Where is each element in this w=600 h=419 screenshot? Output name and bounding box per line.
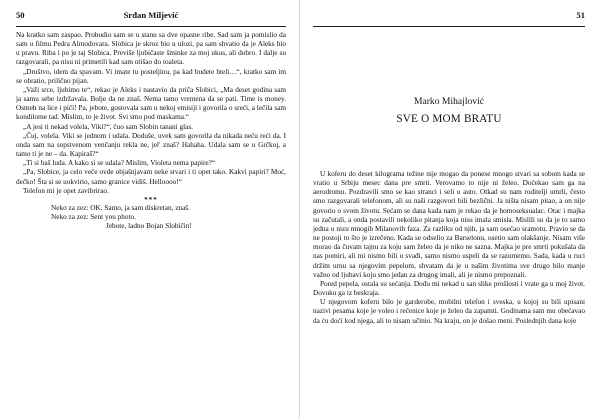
- running-title: Srđan Miljević: [123, 10, 179, 20]
- paragraph: Na kratko sam zaspao. Probudio sam se u stanu sa dve opasne ribe. Sad sam ja pomislio da sam u filmu Pedra Almodovara. Slobica je skroz bio u ulozi, pa sam shvatio da je Aleks bio u pravu. Riba i po je taj Slobica. Previše ljubičaste šminke za moj ukus, ali dobro. I dalje su razgovarali, pa nisu ni primetili kad sam otišao do toaleta.: [16, 31, 286, 67]
- section-separator: ***: [144, 195, 158, 204]
- sms-line: Neko za zez: Sent you photo.: [51, 212, 136, 221]
- right-header-rule: [313, 26, 585, 27]
- paragraph: „A jesi ti nekad volela, Viki?“, čuo sam Slobin tanani glas.: [23, 122, 193, 131]
- left-page-header: [16, 10, 286, 24]
- signoff-line: Jebote, ladno Bojan Slobičin!: [106, 222, 192, 231]
- right-page-body: [313, 170, 585, 326]
- paragraph: „Važi srce, ljubimo te“, rekao je Aleks i nastavio da priča Slobici, „Ma deset godina sam ja samu sebe izdržavala. Bolje da ne znaš. Nema tamo vremena da se pati. Time is money. Osmeh na lice i piči! Pa, jebote, gostovala sam u nekoj emisiji i govorila o sreći, a lečila sam kondilome tad. Mislim, to je život. Svi smo pod maskama.“: [16, 85, 286, 122]
- sms-line: Neko za zez: OK. Samo, ja sam diskretan, znaš.: [51, 203, 190, 212]
- paragraph: „Čuj, volela. Viki se jednom i udala. Doduše, uvek sam govorila da nikada neću reći da. I onda sam na sopstvenom venčanju rekla ne, jel' znaš? Hahaha. Udala sam se u Grčkoj, a tamo ti je ne – da. Kapiraš?“: [16, 131, 286, 159]
- left-page-number: 50: [16, 10, 25, 20]
- paragraph: „Društvo, idem da spavam. Vi imate tu posteljinu, pa kad budete hteli…“, kratko sam im se obratio, prilično pijan.: [16, 67, 286, 85]
- page-gutter: [299, 0, 300, 419]
- left-page: [16, 0, 286, 419]
- story-author: Marko Mihajlović: [413, 96, 485, 107]
- paragraph: U koferu do deset kilograma težine nije mogao da ponese mnogo stvari sa sobom kada se vratio u Srbiju mesec dana pre smrti. Verovatno to nije ni želeo. Dočekao sam ga na aerodromu. Pozdravili smo se kao stranci i seli u auto. Otkad su nam roditelji umrli, često smo razgovarali telefonom, ali su naši razgovori bili bezlični. Ja ništa nisam pitao, a on nije govorio o svom životu. Sećam se dana kada nam je rekao da je homoseksualac. Otac i majka su začutali, a onda postavili nekoliko pitanja koja nisu imala smisla. Mislili su da je to samo jedna u nizu mnogih Milanovih faza. Za razliku od njih, ja sam osećao sramotu. Pravio se da ne postoji to što je izrečeno. Kada se odselio za Barselonu, osetio sam olakšanje. Nisam više morao da čuvam tajnu za koju sam želeo da je niko ne sazna. Majka je pre smrti pokušala da nas pomiri, ali mi nismo bili u svađi, samo nismo uspeli da se razumemo. Sada, kada u ruci držim urnu sa njegovim pepelom, shvatam da je u našim životima sve drugo bilo manje važno od ljubavi koju smo jedan za drugog imali, ali je nismo prepoznali.: [313, 170, 585, 279]
- right-page-number: 51: [576, 10, 585, 20]
- left-page-body: [16, 31, 286, 231]
- paragraph: Telefon mi je opet zavibrirao.: [23, 186, 109, 195]
- story-title: SVE O MOM BRATU: [396, 113, 502, 125]
- right-page: [313, 0, 585, 419]
- left-header-rule: [16, 26, 286, 27]
- paragraph: Pored pepela, ostala su sećanja. Dođu mi nekad u san slike prošlosti i vrate ga u moj život. Dovuku ga iz beskraja.: [313, 279, 585, 298]
- paragraph: „Pa, Slobice, ja celo veče ovde objašnjavam neke stvari i ti opet tako. Kakvi papiri? Moć, dečko! Šta si se uokvirio, samo granice vidiš. Helloooo!“: [16, 168, 286, 186]
- right-page-header: [313, 10, 585, 24]
- paragraph: U njegovom koferu bilo je garderobe, mobilni telefon i sveska, u kojoj su bili upisani nazivi pesama koje je voleo i rečenice koje je želeo da zapamti. Godinama sam mu obećavao da ću doći kod njega, ali to nisam učinio. Na kraju, on je došao meni. Poslednjih dana koje: [313, 298, 585, 325]
- paragraph: „Ti si baš luda. A kako si se udala? Mislim, Violeta nema papire?“: [23, 159, 216, 168]
